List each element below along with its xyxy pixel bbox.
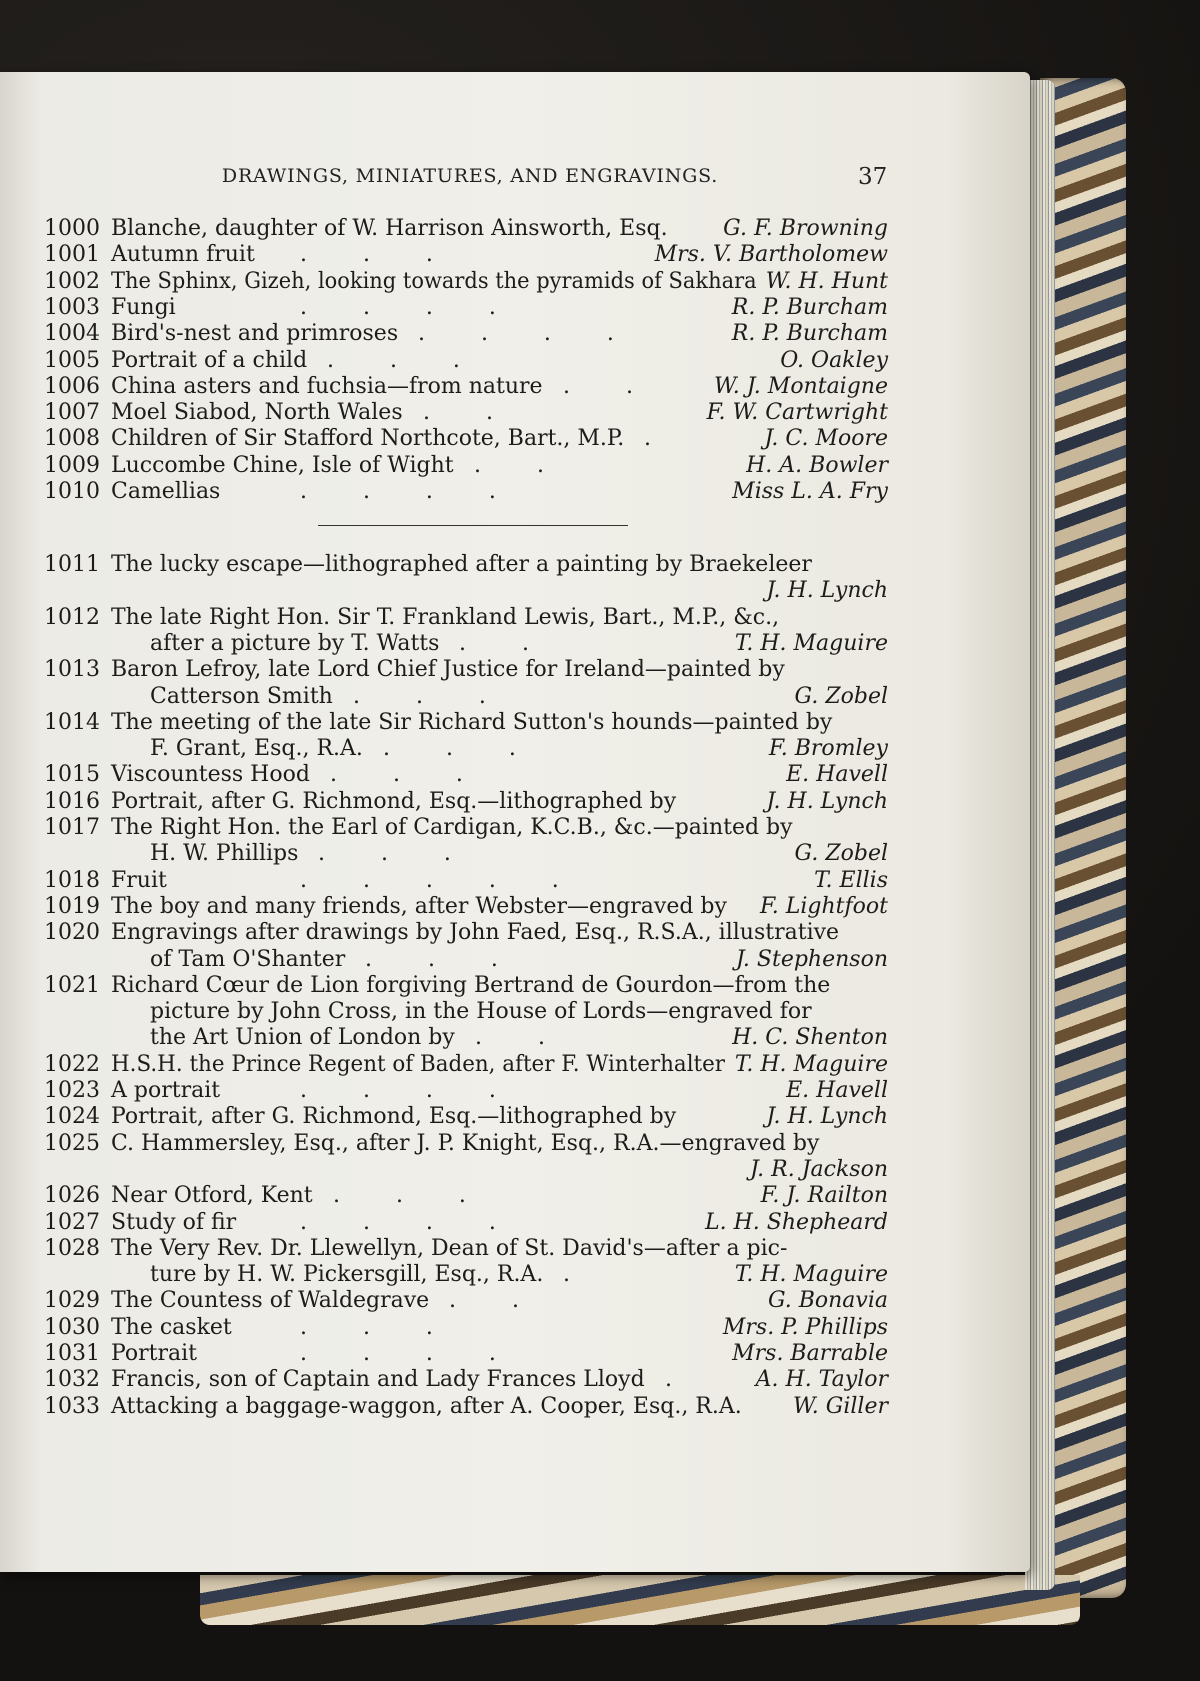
entry-title: of Tam O'Shanter (150, 946, 346, 972)
catalogue-line (0, 1078, 900, 1104)
entry-number: 1014 (44, 709, 100, 735)
entry-artist: W. J. Montaigne (713, 373, 888, 399)
entry-title: Francis, son of Captain and Lady Frances Lloyd (111, 1367, 645, 1393)
entry-title: after a picture by T. Watts (150, 630, 440, 656)
entry-artist: W. H. Hunt (765, 268, 888, 294)
leader-dots: . . . (300, 1314, 433, 1340)
catalogue-line (0, 1025, 900, 1051)
entry-artist: L. H. Shepheard (704, 1209, 888, 1235)
entry-number: 1026 (44, 1183, 100, 1209)
entry-title: The Right Hon. the Earl of Cardigan, K.C.B., &c.—painted by (111, 815, 793, 840)
catalogue-line (0, 479, 900, 505)
entry-number: 1033 (44, 1393, 100, 1419)
entry-title: Fungi (111, 294, 176, 320)
entry-title: Portrait, after G. Richmond, Esq.—lithographed by (111, 1104, 677, 1130)
section-divider-rule (318, 525, 628, 526)
leader-dots: . . . (318, 841, 451, 867)
entry-artist: Mrs. Barrable (732, 1341, 888, 1366)
entry-number: 1032 (44, 1367, 100, 1393)
entry-artist: H. C. Shenton (732, 1025, 888, 1051)
catalogue-line (0, 684, 900, 710)
entry-artist: Mrs. P. Phillips (722, 1314, 888, 1340)
catalogue-line (0, 400, 900, 426)
catalogue-line (0, 1367, 900, 1393)
catalogue-line (0, 552, 900, 578)
catalogue-line (0, 894, 900, 920)
leader-dots: . . (459, 630, 529, 656)
entry-artist: J. R. Jackson (750, 1156, 888, 1182)
entry-title: Richard Cœur de Lion forgiving Bertrand de Gourdon—from the (111, 972, 831, 998)
entry-artist: T. H. Maguire (734, 630, 888, 656)
entry-number: 1008 (44, 426, 100, 452)
entry-number: 1025 (44, 1130, 100, 1156)
entry-artist: T. Ellis (814, 867, 888, 893)
entry-number: 1000 (44, 216, 100, 241)
catalogue-line (0, 1104, 900, 1130)
entry-artist: R. P. Burcham (731, 321, 888, 347)
catalogue-line (0, 841, 900, 867)
catalogue-line (0, 657, 900, 683)
leader-dots: . (563, 1262, 570, 1288)
entry-artist: F. J. Railton (760, 1183, 888, 1209)
entry-title: H. W. Phillips (150, 841, 299, 867)
entry-title: Engravings after drawings by John Faed, Esq., R.S.A., illustrative (111, 920, 840, 946)
entry-artist: J. Stephenson (735, 946, 888, 972)
entry-number: 1001 (44, 242, 100, 268)
catalogue-line (0, 789, 900, 815)
entry-number: 1017 (44, 815, 100, 840)
entry-number: 1018 (44, 867, 100, 893)
entry-number: 1021 (44, 972, 100, 998)
entry-number: 1012 (44, 604, 100, 630)
entry-title: F. Grant, Esq., R.A. (150, 736, 363, 762)
entry-title: The Countess of Waldegrave (111, 1288, 430, 1314)
entry-number: 1002 (44, 268, 100, 294)
leader-dots: . . . (353, 683, 486, 709)
entry-title: Moel Siabod, North Wales (111, 400, 403, 426)
entry-title: picture by John Cross, in the House of Lords—engraved for (150, 999, 812, 1025)
entry-title: The late Right Hon. Sir T. Frankland Lewis, Bart., M.P., &c., (111, 604, 780, 630)
entry-number: 1027 (44, 1209, 100, 1235)
leader-dots: . . . . (418, 321, 614, 347)
entry-artist: J. H. Lynch (766, 1104, 888, 1130)
leader-dots: . . . (365, 946, 498, 972)
running-head: DRAWINGS, MINIATURES, AND ENGRAVINGS. (221, 165, 719, 187)
catalogue-line (0, 269, 900, 295)
catalogue-line (0, 1315, 900, 1341)
entry-artist: R. P. Burcham (731, 294, 888, 320)
marbled-cover-bottom (200, 1575, 1080, 1625)
entry-number: 1011 (44, 552, 100, 577)
catalogue-line (0, 947, 900, 973)
entry-artist: G. Zobel (794, 683, 888, 709)
leader-dots: . . (474, 452, 544, 478)
catalogue-line (0, 453, 900, 479)
entry-artist: F. Lightfoot (759, 893, 888, 919)
catalogue-line (0, 1341, 900, 1367)
entry-artist: T. H. Maguire (734, 1051, 888, 1077)
entry-title: Autumn fruit (111, 242, 255, 268)
entry-artist: G. Bonavia (767, 1288, 888, 1314)
catalogue-line (0, 605, 900, 631)
entry-artist: F. W. Cartwright (706, 400, 888, 426)
entry-number: 1023 (44, 1078, 100, 1103)
entry-title: The Very Rev. Dr. Llewellyn, Dean of St. David's—after a pic- (111, 1235, 788, 1261)
entry-title: C. Hammersley, Esq., after J. P. Knight, Esq., R.A.—engraved by (111, 1130, 820, 1156)
catalogue-line (0, 426, 900, 452)
entry-artist: J. C. Moore (764, 426, 888, 452)
entry-number: 1024 (44, 1104, 100, 1130)
leader-dots: . . . (333, 1183, 466, 1209)
entry-number: 1004 (44, 321, 100, 347)
entry-title: Children of Sir Stafford Northcote, Bart., M.P. (111, 426, 625, 452)
entry-title: The boy and many friends, after Webster—engraved by (111, 893, 727, 919)
catalogue-line (0, 216, 900, 242)
entry-number: 1015 (44, 762, 100, 788)
entry-artist: O. Oakley (780, 347, 888, 373)
catalogue-line (0, 920, 900, 946)
leader-dots: . . . . . (300, 867, 559, 893)
leader-dots: . . . (300, 242, 433, 268)
catalogue-line (0, 736, 900, 762)
catalogue-line (0, 1131, 900, 1157)
entry-title: Study of fir (111, 1209, 237, 1235)
leader-dots: . . . (383, 736, 516, 762)
entry-artist: Miss L. A. Fry (732, 479, 888, 504)
catalogue-line (0, 1183, 900, 1209)
entry-artist: F. Bromley (768, 736, 888, 762)
leader-dots: . . (563, 373, 633, 399)
entry-title: The lucky escape—lithographed after a painting by Braekeleer (111, 552, 812, 577)
entry-title: Portrait of a child (111, 347, 308, 373)
catalogue-line (0, 242, 900, 268)
entry-title: The meeting of the late Sir Richard Sutton's hounds—painted by (111, 709, 833, 735)
entry-title: Portrait, after G. Richmond, Esq.—lithographed by (111, 788, 677, 814)
leader-dots: . . (449, 1288, 519, 1314)
catalogue-line (0, 1288, 900, 1314)
leader-dots: . . . . (300, 1209, 496, 1235)
leader-dots: . (644, 426, 651, 452)
catalogue-line (0, 1262, 900, 1288)
entry-number: 1006 (44, 373, 100, 399)
entry-title: Viscountess Hood (111, 762, 310, 788)
leader-dots: . (665, 1367, 672, 1393)
entry-artist: G. Zobel (794, 841, 888, 867)
catalogue-line (0, 295, 900, 321)
entry-artist: E. Havell (786, 1078, 888, 1103)
entry-artist: W. Giller (793, 1393, 888, 1419)
leader-dots: . . . . (300, 1341, 496, 1366)
catalogue-line (0, 1394, 900, 1420)
catalogue-line (0, 1157, 900, 1183)
catalogue-line (0, 973, 900, 999)
entry-title: The Sphinx, Gizeh, looking towards the pyramids of Sakhara (111, 268, 757, 294)
entry-artist: T. H. Maguire (734, 1262, 888, 1288)
leader-dots: . . . . (300, 294, 496, 320)
entry-title: Portrait (111, 1341, 198, 1366)
page-number: 37 (858, 164, 888, 190)
entry-number: 1010 (44, 479, 100, 504)
entry-number: 1009 (44, 452, 100, 478)
entry-number: 1019 (44, 893, 100, 919)
entry-number: 1005 (44, 347, 100, 373)
catalogue-line (0, 631, 900, 657)
entry-artist: J. H. Lynch (766, 788, 888, 814)
catalogue-line (0, 348, 900, 374)
entry-title: Catterson Smith (150, 683, 333, 709)
entry-title: Baron Lefroy, late Lord Chief Justice for Ireland—painted by (111, 657, 785, 683)
entry-title: H.S.H. the Prince Regent of Baden, after F. Winterhalter (111, 1051, 726, 1077)
entry-number: 1007 (44, 400, 100, 426)
entry-number: 1028 (44, 1235, 100, 1261)
leader-dots: . . . (327, 347, 460, 373)
entry-title: China asters and fuchsia—from nature (111, 373, 543, 399)
entry-artist: H. A. Bowler (746, 452, 888, 478)
entry-title: A portrait (111, 1078, 221, 1103)
entry-title: Fruit (111, 867, 167, 893)
entry-number: 1003 (44, 294, 100, 320)
entry-title: Bird's-nest and primroses (111, 321, 399, 347)
leader-dots: . . . . (300, 1078, 496, 1103)
entry-artist: E. Havell (786, 762, 888, 788)
catalogue-line (0, 578, 900, 604)
entry-title: Blanche, daughter of W. Harrison Ainsworth, Esq. (111, 216, 668, 241)
catalogue-line (0, 710, 900, 736)
entry-title: Luccombe Chine, Isle of Wight (111, 452, 454, 478)
entry-number: 1022 (44, 1051, 100, 1077)
catalogue-line (0, 868, 900, 894)
entry-number: 1031 (44, 1341, 100, 1366)
entry-artist: Mrs. V. Bartholomew (654, 242, 888, 268)
catalogue-line (0, 999, 900, 1025)
leader-dots: . . . . (300, 479, 496, 504)
leader-dots: . . (475, 1025, 545, 1051)
entry-artist: J. H. Lynch (766, 578, 888, 604)
leader-dots: . . (423, 400, 493, 426)
entry-artist: A. H. Taylor (755, 1367, 888, 1393)
entry-number: 1029 (44, 1288, 100, 1314)
entry-title: Camellias (111, 479, 221, 504)
entry-number: 1020 (44, 920, 100, 946)
catalogue-line (0, 321, 900, 347)
entry-title: Attacking a baggage-waggon, after A. Cooper, Esq., R.A. (111, 1393, 742, 1419)
entry-title: the Art Union of London by (150, 1025, 455, 1051)
catalogue-line (0, 1236, 900, 1262)
entry-title: The casket (111, 1314, 232, 1340)
entry-title: Near Otford, Kent (111, 1183, 313, 1209)
entry-number: 1016 (44, 788, 100, 814)
entry-number: 1013 (44, 657, 100, 683)
entry-artist: G. F. Browning (723, 216, 888, 241)
catalogue-line (0, 1210, 900, 1236)
catalogue-line (0, 762, 900, 788)
leader-dots: . . . (330, 762, 463, 788)
catalogue-line (0, 815, 900, 841)
entry-title: ture by H. W. Pickersgill, Esq., R.A. (150, 1262, 544, 1288)
catalogue-line (0, 374, 900, 400)
catalogue-line (0, 1052, 900, 1078)
entry-number: 1030 (44, 1314, 100, 1340)
